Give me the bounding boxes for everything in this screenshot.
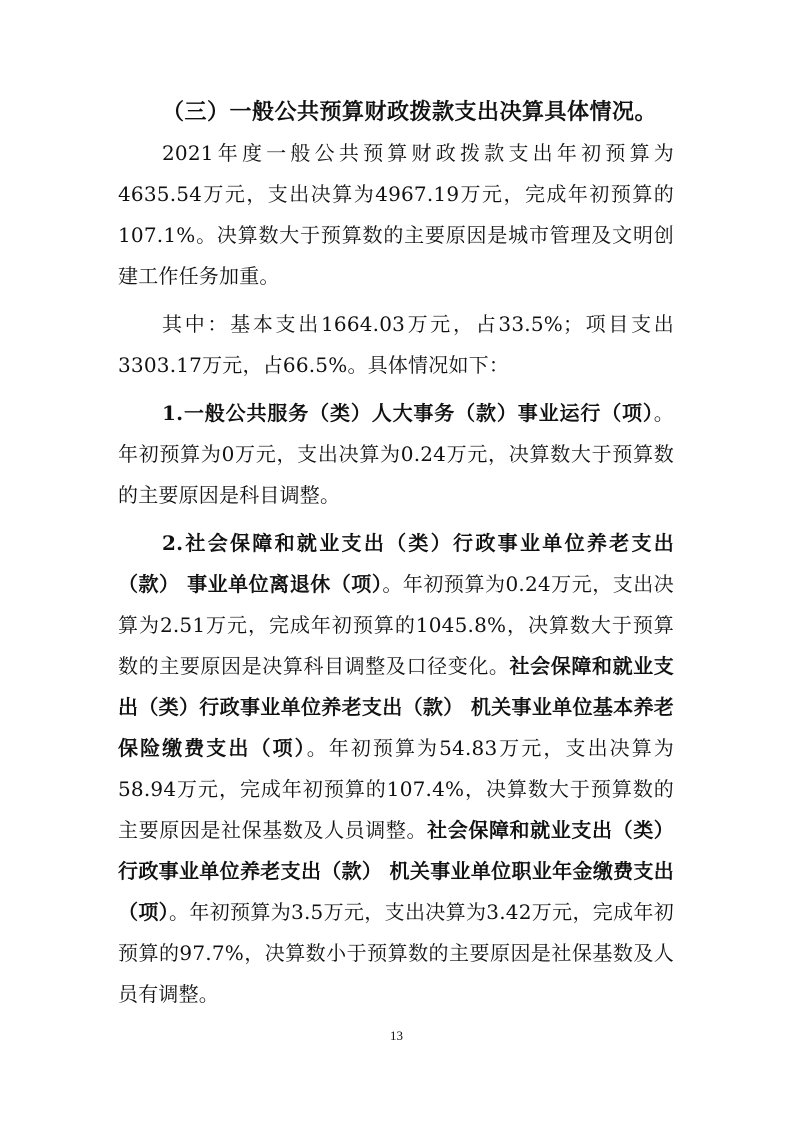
item-3-title: 社会保障和就业支出（类）行政事业单位养老支出（款） 机关事业单位基本养老保险缴费支出（项） bbox=[118, 654, 674, 760]
section-heading: （三）一般公共预算财政拨款支出决算具体情况。 bbox=[162, 99, 658, 125]
item-4-title: 社会保障和就业支出（类）行政事业单位养老支出（款） 机关事业单位职业年金缴费支出（项） bbox=[118, 818, 675, 924]
paragraph-summary-text: 2021年度一般公共预算财政拨款支出年初预算为4635.54万元，支出决算为4967.19万元，完成年初预算的107.1%。决算数大于预算数的主要原因是城市管理及文明创建工作任务加重。 bbox=[118, 141, 674, 288]
item-2-text: 。年初预算为0.24万元，支出决算为2.51万元，完成年初预算的1045.8%，决算数大于预算数的主要原因是决算科目调整及口径变化。 bbox=[118, 572, 674, 678]
item-2 bbox=[118, 523, 674, 1015]
item-4-text: 。年初预算为3.5万元，支出决算为3.42万元，完成年初预算的97.7%，决算数小于预算数的主要原因是社保基数及人员有调整。 bbox=[118, 900, 674, 1006]
paragraph-breakdown-text: 其中：基本支出1664.03万元，占33.5%；项目支出3303.17万元，占66.5%。具体情况如下： bbox=[118, 312, 674, 377]
item-1-title: 1.一般公共服务（类）人大事务（款）事业运行（项） bbox=[162, 401, 654, 425]
item-1-text: 。年初预算为0万元，支出决算为0.24万元，决算数大于预算数的主要原因是科目调整。 bbox=[118, 401, 674, 507]
document-page bbox=[118, 92, 674, 1015]
page-number: 13 bbox=[390, 1028, 403, 1043]
item-1 bbox=[118, 393, 674, 516]
item-2-title: 2.社会保障和就业支出（类）行政事业单位养老支出（款） 事业单位离退休（项） bbox=[118, 531, 674, 596]
paragraph-summary bbox=[118, 133, 674, 297]
paragraph-breakdown bbox=[118, 304, 674, 386]
item-3-text: 。年初预算为54.83万元，支出决算为58.94万元，完成年初预算的107.4%，决算数大于预算数的主要原因是社保基数及人员调整。 bbox=[118, 736, 674, 842]
